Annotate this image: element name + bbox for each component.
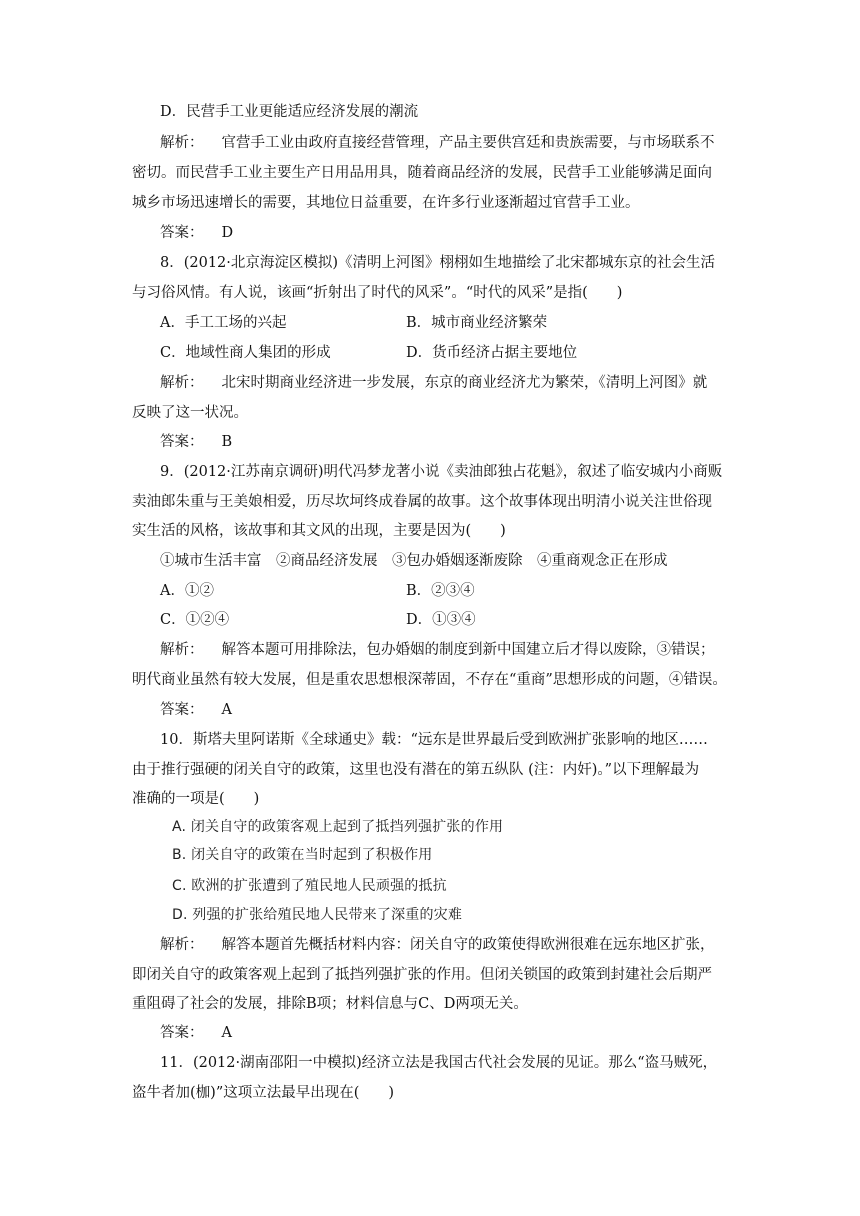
q10-analysis-line-2: 即闭关自守的政策客观上起到了抵挡列强扩张的作用。但闭关锁国的政策到封建社会后期严	[132, 967, 712, 983]
answer-value: D	[221, 225, 234, 241]
q10-option-d: D. 列强的扩张给殖民地人民带来了深重的灾难	[172, 907, 463, 923]
answer-label: 答案：	[160, 225, 204, 241]
q10-analysis-line-3: 重阻碍了社会的发展，排除B项；材料信息与C、D两项无关。	[132, 996, 528, 1012]
q7-option-d: D．民营手工业更能适应经济发展的潮流	[160, 104, 419, 120]
q9-option-a: A．①②	[160, 583, 214, 599]
q8-stem-1: 8．(2012·北京海淀区模拟)《清明上河图》栩栩如生地描绘了北宋都城东京的社会生活	[160, 255, 716, 271]
q10-stem-3: 准确的一项是( )	[132, 791, 260, 807]
q7-analysis-line	[160, 133, 715, 153]
q9-option-d: D．①③④	[406, 612, 476, 628]
q7-analysis-line-2: 密切。而民营手工业主要生产日用品用具，随着商品经济的发展，民营手工业能够满足面向	[132, 165, 712, 181]
analysis-text: 官营手工业由政府直接经营管理，产品主要供宫廷和贵族需要，与市场联系不	[221, 135, 715, 151]
q10-answer	[160, 1023, 232, 1043]
q9-stem-3: 实生活的风格，该故事和其文风的出现，主要是因为( )	[132, 523, 506, 539]
q8-analysis-line-2: 反映了这一状况。	[132, 405, 248, 421]
q8-option-c: C．地域性商人集团的形成	[160, 345, 331, 361]
analysis-label: 解析：	[160, 135, 204, 151]
answer-value: B	[221, 434, 233, 450]
q10-option-a: A. 闭关自守的政策客观上起到了抵挡列强扩张的作用	[172, 819, 504, 835]
q8-analysis-line	[160, 373, 707, 393]
q10-option-b: B. 闭关自守的政策在当时起到了积极作用	[172, 847, 433, 863]
q9-items: ①城市生活丰富 ②商品经济发展 ③包办婚姻逐渐废除 ④重商观念正在形成	[160, 553, 668, 569]
q8-answer	[160, 432, 232, 452]
q9-analysis-line	[160, 640, 715, 660]
q10-stem-2: 由于推行强硬的闭关自守的政策，这里也没有潜在的第五纵队 (注：内奸)。”以下理解最为	[132, 762, 700, 778]
q11-stem-2: 盗牛者加(枷)”这项立法最早出现在( )	[132, 1085, 395, 1101]
analysis-label: 解析：	[160, 937, 204, 953]
q9-stem-2: 卖油郎朱重与王美娘相爱，历尽坎坷终成眷属的故事。这个故事体现出明清小说关注世俗现	[132, 494, 712, 510]
q8-option-d: D．货币经济占据主要地位	[406, 345, 578, 361]
q11-stem-1: 11．(2012·湖南邵阳一中模拟)经济立法是我国古代社会发展的见证。那么“盗马贼死，	[160, 1055, 718, 1071]
q8-option-b: B．城市商业经济繁荣	[406, 315, 548, 331]
q10-analysis-line	[160, 935, 715, 955]
answer-label: 答案：	[160, 434, 204, 450]
analysis-label: 解析：	[160, 642, 204, 658]
q9-option-c: C．①②④	[160, 612, 230, 628]
analysis-text: 北宋时期商业经济进一步发展，东京的商业经济尤为繁荣，《清明上河图》就	[221, 375, 708, 391]
answer-value: A	[221, 1025, 232, 1041]
answer-label: 答案：	[160, 1025, 204, 1041]
analysis-text: 解答本题首先概括材料内容：闭关自守的政策使得欧洲很难在远东地区扩张，	[221, 937, 715, 953]
q9-stem-1: 9．(2012·江苏南京调研)明代冯梦龙著小说《卖油郎独占花魁》，叙述了临安城内小商贩	[160, 464, 723, 480]
q9-analysis-line-2: 明代商业虽然有较大发展，但是重农思想根深蒂固，不存在“重商”思想形成的问题，④错误。	[132, 672, 727, 688]
q7-answer	[160, 223, 233, 243]
analysis-text: 解答本题可用排除法，包办婚姻的制度到新中国建立后才得以废除，③错误；	[221, 642, 715, 658]
q9-option-b: B．②③④	[406, 583, 475, 599]
q10-stem-1: 10．斯塔夫里阿诺斯《全球通史》载：“远东是世界最后受到欧洲扩张影响的地区……	[160, 732, 708, 748]
answer-label: 答案：	[160, 702, 204, 718]
analysis-label: 解析：	[160, 375, 204, 391]
q8-option-a: A．手工工场的兴起	[160, 315, 287, 331]
q9-answer	[160, 700, 232, 720]
q7-analysis-line-3: 城乡市场迅速增长的需要，其地位日益重要，在许多行业逐渐超过官营手工业。	[132, 195, 640, 211]
q10-option-c: C. 欧洲的扩张遭到了殖民地人民顽强的抵抗	[172, 878, 447, 894]
answer-value: A	[221, 702, 232, 718]
q8-stem-2: 与习俗风情。有人说，该画“折射出了时代的风采”。“时代的风采”是指( )	[132, 285, 623, 301]
